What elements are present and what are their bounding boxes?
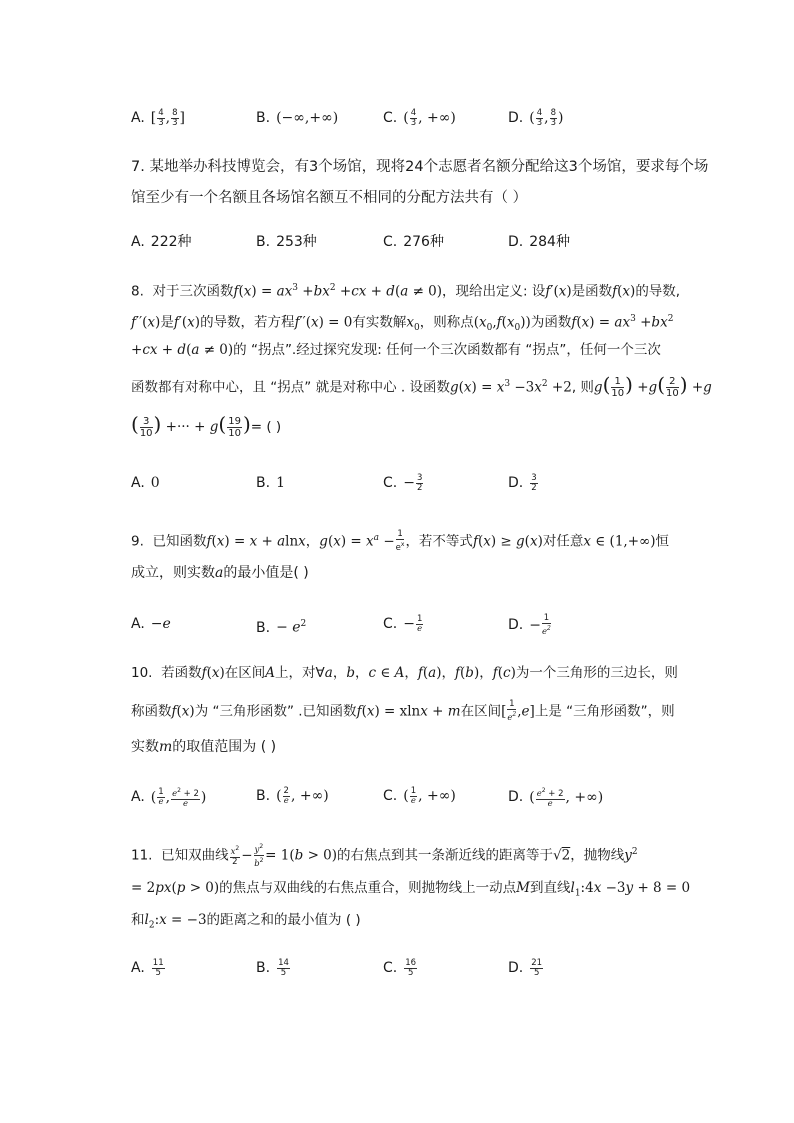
- q7-option-a: A. 222种: [131, 234, 192, 250]
- q11-line-1: 11. 已知双曲线 $\frac{x^2}{2}$ − $\frac{y^2}{b^2}$ = 1(b > 0)的右焦点到其一条渐近线的距离等于√2，抛物线$y^2$: [131, 843, 638, 869]
- q10-option-d: D. ( $\frac{e^2 + 2}{e}$ , +∞): [508, 787, 604, 809]
- q8-option-c: C. − $\frac{3}{2}$: [383, 472, 423, 493]
- q9-option-c: C. − $\frac{1}{e}$: [383, 613, 423, 634]
- q6-option-a: A. [ $\frac{4}{3}$ , $\frac{8}{3}$ ]: [131, 107, 186, 128]
- q8-option-d: D. $\frac{3}{2}$: [508, 472, 537, 493]
- q10-line-1: 10. 若函数f(x)在区间A上，对∀a，b，c ∈ A，f(a)，f(b)，f(c)为一个三角形的三边长，则: [131, 665, 678, 681]
- q7-line-2: 馆至少有一个名额且各场馆名额互不相同的分配方法共有（ ）: [131, 190, 528, 206]
- q11-option-b: B. $\frac{14}{5}$: [256, 957, 289, 978]
- q7-option-b: B. 253种: [256, 234, 317, 250]
- q8-option-a: A. 0: [131, 475, 160, 491]
- q9-option-d: D. − $\frac{1}{e^2}$: [508, 613, 551, 637]
- q9-line-2: 成立，则实数a的最小值是( ): [131, 565, 309, 581]
- q7-option-d: D. 284种: [508, 234, 570, 250]
- q6-option-b: B. (−∞,+∞): [256, 110, 339, 126]
- q9-line-1: 9. 已知函数f(x) = x + alnx，$g(x) = x^a$ − $\frac{1}{e^x}$ ，若不等式f(x) ≥ g(x)对任意x ∈ (1,+∞)恒: [131, 529, 670, 553]
- q8-line-5: ( $\frac{3}{10}$ ) +··· + g( $\frac{19}{10}$ )= ( ): [131, 412, 282, 439]
- q10-line-3: 实数m的取值范围为 ( ): [131, 739, 277, 755]
- q7-option-c: C. 276种: [383, 234, 444, 250]
- q10-option-c: C. ( $\frac{1}{e}$ , +∞): [383, 785, 456, 806]
- q11-line-3: 和$l_2:x = -3$的距离之和的最小值为 ( ): [131, 912, 361, 931]
- q8-line-3: +cx + d(a ≠ 0)的 “拐点”.经过探究发现: 任何一个三次函数都有 “拐点”，任何一个三次: [131, 342, 661, 358]
- q8-line-1: 8. 对于三次函数$f(x) = ax^3 +bx^2 +cx + d(a \ne 0)$，现给出定义: 设f′(x)是函数f(x)的导数,: [131, 283, 681, 300]
- q8-line-2: f′′(x)是f′(x)的导数，若方程f′′(x) = 0有实数解$x_0$，则称点$(x_0,f(x_0))$为函数$f(x) = ax^3 +bx^2$: [131, 314, 674, 334]
- q7-line-1: 7. 某地举办科技博览会，有3个场馆，现将24个志愿者名额分配给这3个场馆，要求每个场: [131, 159, 709, 175]
- q11-line-2: = 2px(p > 0)的焦点与双曲线的右焦点重合，则抛物线上一动点M到直线$l_1:4x -3y + 8 = 0$: [131, 880, 691, 899]
- q10-option-a: A. ( $\frac{1}{e}$ , $\frac{e^2 + 2}{e}$ ): [131, 786, 207, 809]
- q11-option-a: A. $\frac{11}{5}$: [131, 957, 164, 978]
- q11-option-d: D. $\frac{21}{5}$: [508, 957, 543, 978]
- q8-option-b: B. 1: [256, 475, 285, 491]
- q9-option-b: B. − $e^2$: [256, 619, 307, 636]
- q9-option-a: A. −e: [131, 616, 171, 632]
- q6-option-d: D. ( $\frac{4}{3}$ , $\frac{8}{3}$ ): [508, 107, 564, 128]
- q8-line-4: 函数都有对称中心，且 “拐点” 就是对称中心 . 设函数$g(x) = x^3 -3x^2 +2$, 则g( $\frac{1}{10}$ ) +g( $\frac{2}{10}$ ) +g: [131, 372, 712, 399]
- q10-line-2: 称函数f(x)为 “三角形函数” .已知函数f(x) = xlnx + m在区间[ $\frac{1}{e^2}$ ,e]上是 “三角形函数”，则: [131, 699, 675, 723]
- q10-option-b: B. ( $\frac{2}{e}$ , +∞): [256, 785, 329, 806]
- q6-option-c: C. ( $\frac{4}{3}$ , +∞): [383, 107, 456, 128]
- q11-option-c: C. $\frac{16}{5}$: [383, 957, 417, 978]
